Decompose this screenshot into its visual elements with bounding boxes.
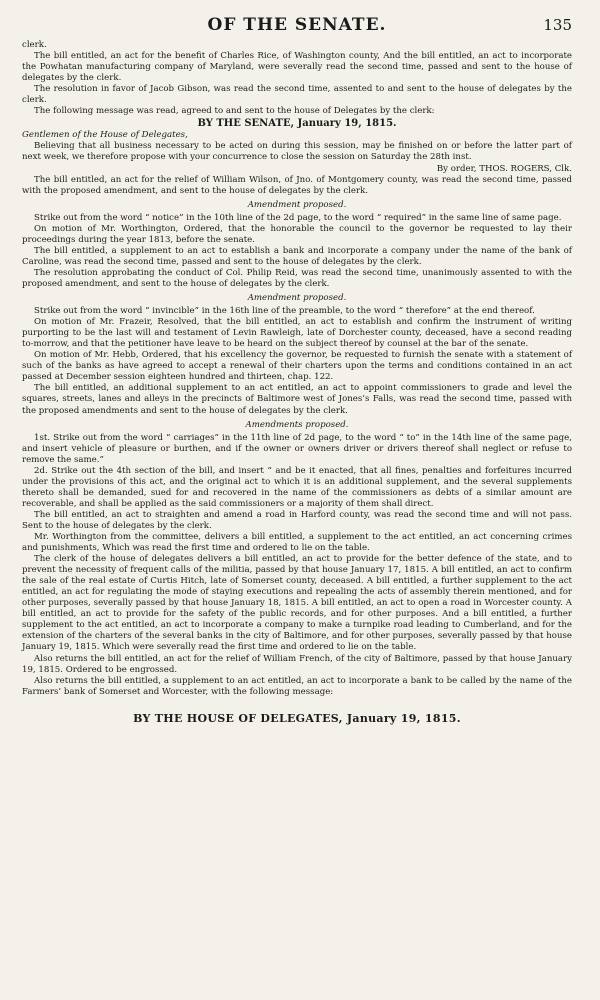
- section-heading: Amendments proposed.: [245, 419, 349, 430]
- paragraph: The bill entitled, a supplement to an act to establish a bank and incorporate a company under the name of the bank of Caroline, was read the second time, passed and sent to the house of delegates by the clerk.: [22, 245, 572, 267]
- paragraph: Also returns the bill entitled, a supplement to an act entitled, an act to incorporate a bank to be called by the name of the Farmers’ bank of Somerset and Worcester, with the following message:: [22, 675, 572, 697]
- section-heading: Amendment proposed.: [247, 199, 347, 210]
- salutation: Gentlemen of the House of Delegates,: [22, 130, 188, 141]
- page-number: 135: [543, 16, 572, 34]
- paragraph: 2d. Strike out the 4th section of the bill, and insert “ and be it enacted, that all fines, penalties and forfeitures incurred under the provisions of this act, and the original act to which it is an additional supplement, and the several supplements thereto shall be demanded, sued for and recovered in the name of the commissioners as debts of a similar amount are recoverable, and shall be applied as the said commissioners or a majority of them shall direct.: [22, 465, 572, 509]
- paragraph: Strike out from the word “ invincible” in the 16th line of the preamble, to the word “ therefore” at the end thereof.: [34, 306, 535, 317]
- paragraph: The resolution in favor of Jacob Gibson, was read the second time, assented to and sent to the house of delegates by the clerk.: [22, 84, 572, 106]
- paragraph: Strike out from the word “ notice” in the 10th line of the 2d page, to the word “ required” in the same line of same page.: [34, 212, 562, 223]
- paragraph: Believing that all business necessary to be acted on during this session, may be finished on or before the latter part of next week, we therefore propose with your concurrence to close the session on Saturday the 28th inst.: [22, 141, 572, 163]
- paragraph: The resolution approbating the conduct of Col. Philip Reid, was read the second time, unanimously assented to with the proposed amendment, and sent to the house of delegates by the clerk.: [22, 267, 572, 289]
- paragraph: On motion of Mr. Hebb, Ordered, that his excellency the governor, be requested to furnish the senate with a statement of such of the banks as have agreed to accept a renewal of their charters upon the terms and conditions contained in an act passed at December session eighteen hundred and thirteen, chap. 122.: [22, 350, 572, 383]
- signature: By order, THOS. ROGERS, Clk.: [436, 163, 572, 174]
- paragraph: Mr. Worthington from the committee, delivers a bill entitled, a supplement to the act entitled, an act concerning crimes and punishments, Which was read the first time and ordered to lie on the table.: [22, 532, 572, 554]
- closing-dateline: BY THE HOUSE OF DELEGATES, January 19, 1815.: [133, 711, 461, 725]
- page-title: OF THE SENATE.: [207, 15, 387, 35]
- paragraph: The bill entitled, an act for the benefit of Charles Rice, of Washington county, And the bill entitled, an act to incorporate the Powhatan manufacturing company of Maryland, were severally read the second time, passed and sent to the house of delegates by the clerk.: [22, 51, 572, 84]
- paragraph: 1st. Strike out from the word “ carriages” in the 11th line of 2d page, to the word “ to” in the 14th line of the same page, and insert vehicle of pleasure or burthen, and if the owner or owners driver or drivers thereof shall neglect or refuse to remove the same.”: [22, 432, 572, 465]
- paragraph: The following message was read, agreed to and sent to the house of Delegates by the clerk:: [34, 106, 435, 117]
- paragraph: The bill entitled, an additional supplement to an act entitled, an act to appoint commissioners to grade and level the squares, streets, lanes and alleys in the precincts of Baltimore west of Jones’s Falls, was read the second time, passed with the proposed amendments and sent to the house of delegates by the clerk.: [22, 383, 572, 416]
- paragraph: Also returns the bill entitled, an act for the relief of William French, of the city of Baltimore, passed by that house January 19, 1815. Ordered to be engrossed.: [22, 653, 572, 675]
- paragraph: The bill entitled, an act to straighten and amend a road in Harford county, was read the second time and will not pass. Sent to the house of delegates by the clerk.: [22, 509, 572, 531]
- dateline: BY THE SENATE, January 19, 1815.: [197, 118, 397, 130]
- running-head: [22, 10, 572, 40]
- paragraph: The clerk of the house of delegates delivers a bill entitled, an act to provide for the better defence of the state, and to prevent the necessity of frequent calls of the militia, passed by that house January 17, 1815. A bill entitled, an act to confirm the sale of the real estate of Curtis Hitch, late of Somerset county, deceased. A bill entitled, a further supplement to the act entitled, an act for regulating the mode of staying executions and repealing the acts of assembly therein mentioned, and for other purposes, severally passed by that house January 18, 1815. A bill entitled, an act to open a road in Worcester county. A bill entitled, an act to provide for the safety of the public records, and for other purposes. And a bill entitled, a further supplement to the act entitled, an act to incorporate a company to make a turnpike road leading to Cumberland, and for the extension of the charters of the several banks in the city of Baltimore, and for other purposes, severally passed by that house January 19, 1815. Which were severally read the first time and ordered to lie on the table.: [22, 554, 572, 653]
- section-heading: Amendment proposed.: [247, 293, 347, 304]
- paragraph: clerk.: [22, 40, 47, 50]
- paragraph: The bill entitled, an act for the relief of William Wilson, of Jno. of Montgomery county, was read the second time, passed with the proposed amendment, and sent to the house of delegates by the clerk.: [22, 174, 572, 196]
- paragraph: On motion of Mr. Frazeir, Resolved, that the bill entitled, an act to establish and confirm the instrument of writing purporting to be the last will and testament of Levin Rawleigh, late of Dorchester county, deceased, have a second reading to-morrow, and that the petitioner have leave to be heard on the subject thereof by counsel at the bar of the senate.: [22, 317, 572, 350]
- paragraph: On motion of Mr. Worthington, Ordered, that the honorable the council to the governor be requested to lay their proceedings during the year 1813, before the senate.: [22, 223, 572, 245]
- body-text: [22, 40, 572, 698]
